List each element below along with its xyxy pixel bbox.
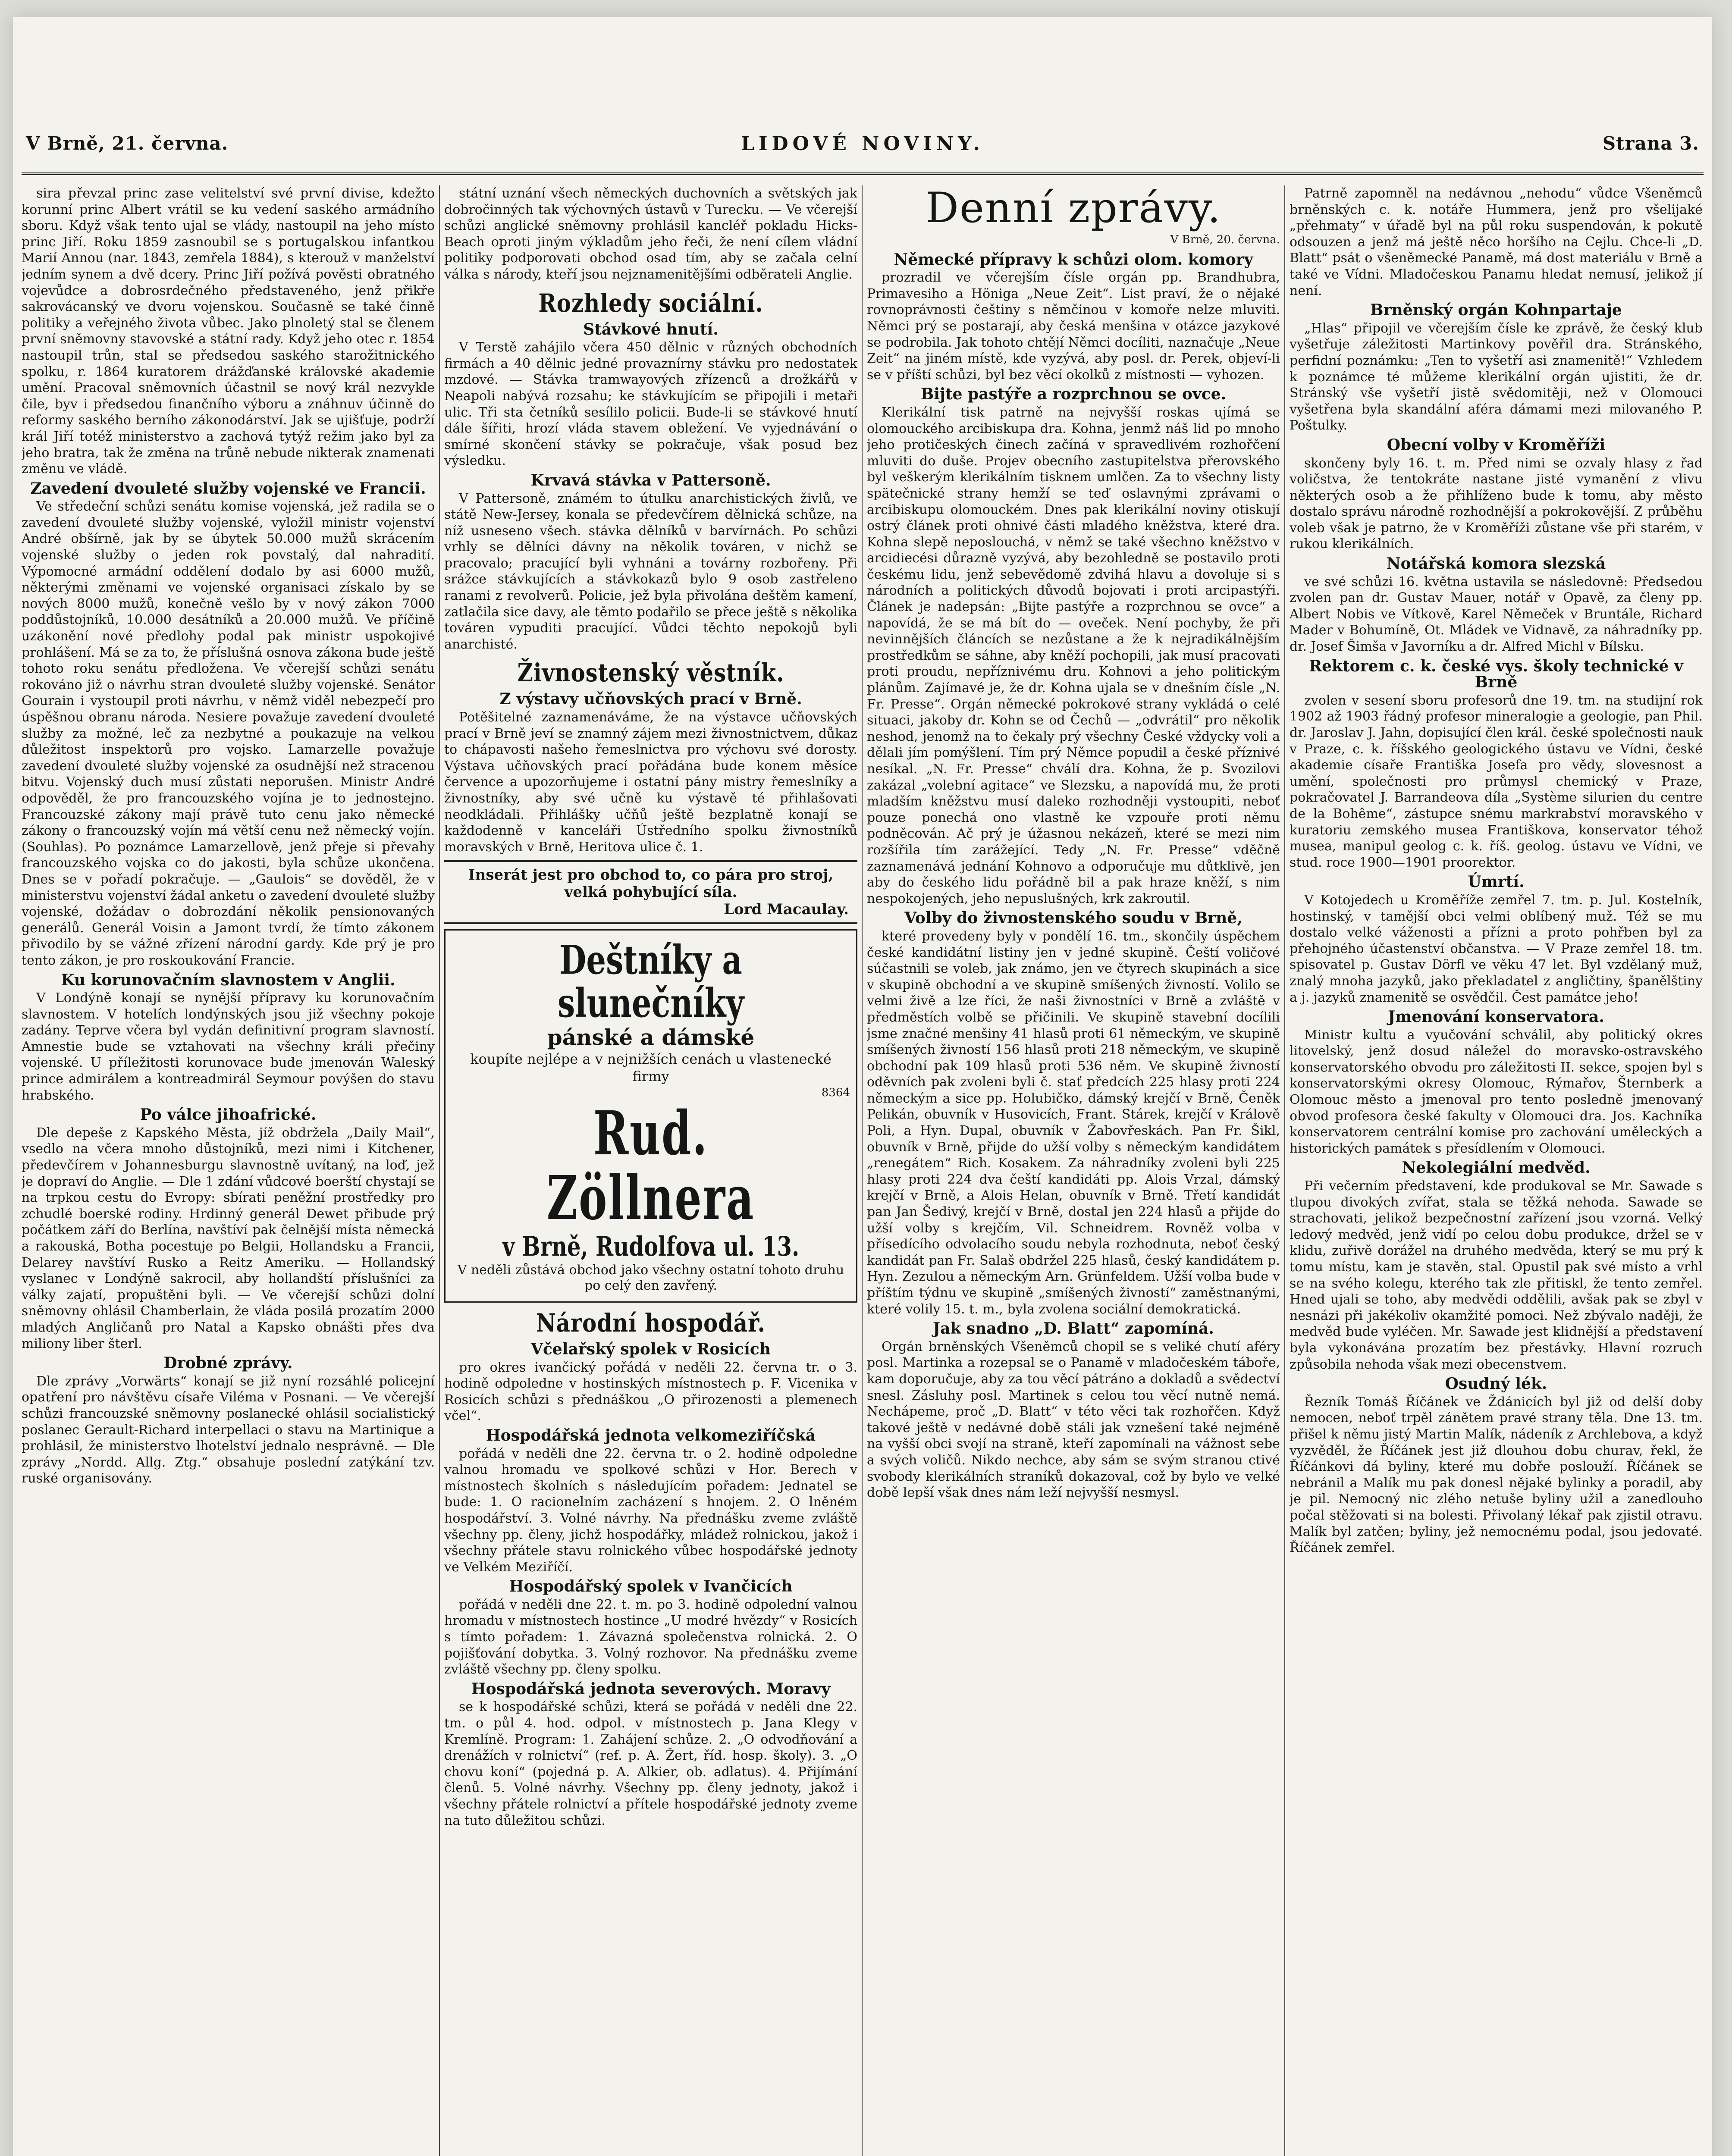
article-heading: Drobné zprávy. bbox=[163, 1354, 293, 1373]
article-text: Ve středeční schůzi senátu komise vojenská, jež radila se o zavedení dvouleté služby vojenské, vyložil ministr vojenství André obšírně, jak by se úbytek 50.000 mužů skrácením vojenské služby o jeden rok povstalý, dal nahradití. Výpomocné armádní oddělení dodalo by asi 6000 mužů, některými změnami ve vojenské organisaci získalo by se nových 8000 mužů, konečně vešlo by v nový zákon 7000 poddůstojníků, 10.000 desátníků a 20.000 mužů. Ve příčině uzákonění nové předlohy podal pak ministr uspokojivé prohlášení. Má se za to, že příslušná osnova zákona bude ještě tohoto roku senátu předložena. Ve včerejší schůzi senátu rokováno již o návrhu stran dvouleté služby vojenské. Senátor Gourain i vystoupil proti návrhu, v němž viděl nebezpečí pro úspěšnou obranu národa. Nesiere považuje zavedení dvouleté služby za možné, leč za nezbytné a poukazuje na velkou důležitost inspektorů pro vojsko. Lamarzelle považuje zavedení dvouleté služby vojenské za osudnější než stracenou bitvu. Vojenský duch musí zůstati neporušen. Ministr André odpověděl, že pro francouzského vojína je to jednostejno. Francouzské zákony mají právě tuto cenu jako německé zákony o francouzský vojín má větší cenu než německý vojín. (Souhlas). Po poznámce Lamarzellově, jenž přeje si převahy francouzského vojska co do jakosti, byla schůze ukončena. Dnes se v pořadí pokračuje. — „Gaulois“ se dověděl, že v ministerstvu vojenství žádal anketu o zavedení dvouleté služby vojenské, dožádav o dobrozdání několik pensionovaných generálů. Generál Voisin a Jamont tvrdí, že tímto zákonem přivodilo by se vážné zřízení národní gardy. Kde prý je pro tento zákon, je pro roskoukování Francie. bbox=[22, 499, 435, 968]
article-heading: Po válce jihoafrické. bbox=[140, 1106, 317, 1124]
column-divider bbox=[439, 185, 440, 2156]
page-header bbox=[22, 121, 1704, 175]
column-4 bbox=[1290, 185, 1703, 2156]
article-heading: Bijte pastýře a rozprchnou se ovce. bbox=[920, 385, 1227, 404]
article-text: prozradil ve včerejším čísle orgán pp. Brandhubra, Primavesiho a Höniga „Neue Zeit“. List praví, že o nějaké rovnoprávnosti češtiny s němčinou v komoře nelze mluviti. Němci prý se postarají, aby česká menšina v otázce jazykové se podrobila. Jak tohoto chtějí Němci docíliti, naznačuje „Neue Zeit“ na jiném místě, kde vyzývá, aby posl. dr. Perek, objeví-li se v příští schůzi, byl bez věcí okolků z místnosti — vyhozen. bbox=[867, 270, 1280, 382]
article-text: Dle zprávy „Vorwärts“ konají se již nyní rozsáhlé policejní opatření pro návštěvu císaře Viléma v Posnani. — Ve včerejší schůzi francouzské sněmovny poslanecké ohlásil socialistický poslanec Gerault-Richard interpellaci o stavu na Martinique a prohlásil, že ministerstvo lhotelství jednalo nesprávně. — Dle zprávy „Nordd. Allg. Ztg.“ obsahuje poslední zatýkání tzv. ruské organisovány. bbox=[22, 1373, 435, 1486]
column-divider bbox=[862, 185, 863, 2156]
ad-headline: Deštníky a slunečníky bbox=[557, 937, 744, 1027]
article-text: Orgán brněnských Všeněmců chopil se s veliké chutí aféry posl. Martinka a rozepsal se o Panamě v mladočeském táboře, kam doporučuje, aby za tou věcí pátráno a dokladů a svědectví snesl. Zásluhy posl. Martinek s celou tou věcí nutně nemá. Nechápeme, proč „D. Blatt“ v této věci tak rozhořčen. Když takové ještě v nedávné době stáli jak vznešení také nejméně na vyšší obci svojí na straně, kteří zapomínali na vážnost sebe a svých voličů. Nikdo nechce, aby sám se svým stranou ctivé svobody klerikálních straníků dokazoval, což by bylo ve velké době lepší však dnes nám leží nejvyšší nesmysl. bbox=[867, 1339, 1280, 1501]
ad-firm-name: Rud. Zöllnera bbox=[546, 1098, 755, 1234]
newspaper-page bbox=[13, 17, 1712, 2156]
article-heading: Nekolegiální medvěd. bbox=[1402, 1159, 1591, 1177]
article-text: pro okres ivančický pořádá v neděli 22. června tr. o 3. hodině odpoledne v hostinských místnostech p. F. Vicenika v Rosicích schůzi s přednáškou „O přirozenosti a plemenech včel“. bbox=[444, 1360, 857, 1424]
article-text: které provedeny byly v pondělí 16. tm., skončily úspěchem české kandidátní listiny jen v jedné skupině. Čeští voličové súčastnili se voleb, jak známo, jen ve čtyrech skupinách a sice v skupině obchodní a ve skupině smíšených živností. Volilo se velmi živě a lze říci, že naši živnostníci v Brně a zvláště v předměstích volbě se přičinili. Ve skupině stavební docílili jsme značné menšiny 41 hlasů proti 61 německým, ve skupině smíšených živností 156 hlasů proti 218 německým, ve skupině obchodní pak 109 hlasů proti 536 něm. Ve skupině živností oděvních pak zvoleni byli č. stať předcích 225 hlasy proti 224 německým a sice pp. Holubičko, dámský krejčí v Brně, Čeněk Pelikán, obuvník v Husovicích, Frant. Stárek, krejčí v Králově Poli, a Hyn. Dupal, obuvník v Žabovřeskách. Pan Fr. Šikl, obuvník v Brně, přijde do užší volby s německým kandidátem „renegátem“ Rich. Kosakem. Za náhradníky zvoleni byli 225 hlasy proti 224 dva čeští kandidáti pp. Alois Vrzal, dámský krejčí v Brně, a Alois Helan, obuvník v Brně. Třetí kandidát pan Jan Šedivý, krejčí v Brně, dostal jen 224 hlasů a přijde do užší volby s krejčím, Vil. Schneidrem. Rovněž volba v přísedícího odvolacího soudu nebyla rozhodnuta, neboť český kandidát pan Fr. Salaš obdržel 225 hlasů, český kandidátem p. Hyn. Zezulou a německým Arn. Grünfeldem. Užší volba bude v příštím týdnu ve skupině „smíšených živností“ zaměstnanými, které volily 15. t. m., byla zvolena sociální demokratická. bbox=[867, 928, 1280, 1317]
article-text: Dle depeše z Kapského Města, jíž obdržela „Daily Mail“, vsedlo na včera mnoho důstojníků, mezi nimi i Kitchener, předevčírem v Johannesburgu slavnostně uvítaný, na loď, jež je dopraví do Anglie. — Dle 1 zdání vůdcové boerští chystají se na trpkou cestu do Evropy: sbírati peněžní prostředky pro zchudlé boerské rodiny. Hrdinný generál Dewet přibude prý počátkem září do Berlína, navštíví pak čelnější místa německá a rakouská, Botha pocestuje po Belgii, Hollandsku a Francii, Delarey navštíví Rusko a Reitz Ameriku. — Hollandský vyslanec v Londýně sakrocil, aby hollandští příslušníci za války zajatí, propuštěni byli. — Ve včerejší schůzi dolní sněmovny ohlásil Chamberlain, že vláda posilá prozatím 2000 mladých Angličanů pro Natal a Kapsko obnášti přes dva miliony liber šterl. bbox=[22, 1125, 435, 1351]
article-text: „Hlas“ připojil ve včerejším čísle ke zprávě, že český klub vyšetřuje záležitosti Martinkovy pověřil dra. Stránského, perfidní poznámku: „Ten to vyšetří asi znamenitě!“ Vzhledem k poznámce té můžeme klerikální orgán ujistiti, že dr. Stránský vše vyšetří jistě svědomitěji, než v Olomouci vyšetřena byla skandální aféra dámami mezi milovaného P. Poštulky. bbox=[1290, 320, 1703, 433]
ad-subheadline: pánské a dámské bbox=[547, 1025, 755, 1050]
ad-address: v Brně, Rudolfova ul. 13. bbox=[502, 1230, 800, 1262]
article-text: skončeny byly 16. t. m. Před nimi se ozvaly hlasy z řad voličstva, že tentokráte nastane jisté vymanění z vlivu některých osob a že přihlíženo bude k tomu, aby město dostalo správu národně rozhodnější a pokrokovější. Z průběhu voleb však je patrno, že v Kroměříži zůstane vše při starém, v rukou klerikálních. bbox=[1290, 455, 1703, 552]
article-text: Při večerním představení, kde produkoval se Mr. Sawade s tlupou divokých zvířat, stala se těžká nehoda. Sawade se strachovati, jelikož bezpečnostní zařízení jsou vzorná. Velký ledový medvěd, jenž vidí po celou dobu produkce, držel se v klidu, zuřivě dorážel na druhého medvěda, který se mu prý k tomu místu, kam je stavěn, stal. Opustil pak své místo a vrhl se na svého kolegu, kterého tak zle přitiskl, že tento zemřel. Hned ujali se toho, aby medvědi oddělili, avšak pak se zbyl v nesnázi při jakékoliv okamžité pomoci. Než zbývalo naději, že medvěd bude vyléčen. Mr. Sawade jest klidnější a představení byla vykonávána prozatím bez přestávky. Hlavní rozruch způsobila nehoda však mezi obecenstvem. bbox=[1290, 1178, 1703, 1372]
article-heading: Jak snadno „D. Blatt“ zapomíná. bbox=[933, 1319, 1214, 1338]
advertisement bbox=[444, 929, 857, 1303]
article-heading: Zavedení dvouleté služby vojenské ve Francii. bbox=[30, 479, 426, 498]
article-text: Potěšitelné zaznamenáváme, že na výstavce učňovských prací v Brně jeví se znamný zájem mezi živnostnictvem, důkaz to chápavosti našeho řemeslnictva pro výchovu své dorosty. Výstava učňovských prací pořádána bude konem měsíce července a upozorňujeme i ostatní pány mistry řemeslníky a živnostníky, aby své učně ku výstavě té přihlašovati neodkládali. Přihlášky učňů ještě bezplatně konají se každodenně v kanceláři Ústředního spolku živnostníků moravských v Brně, Heritova ulice č. 1. bbox=[444, 710, 857, 855]
masthead: LIDOVÉ NOVINY. bbox=[741, 133, 984, 155]
article-text: zvolen v sesení sboru profesorů dne 19. tm. na studijní rok 1902 až 1903 řádný profesor mineralogie a geologie, pan Phil. dr. Jaroslav J. Jahn, dopisující člen král. české společnosti nauk v Praze, c. k. říšského geologického ústavu ve Vídni, české akademie císaře Františka Josefa pro vědy, slovesnost a umění, společnosti pro průmysl chemický v Praze, pokračovatel J. Barrandeova díla „Système silurien du centre de la Bohême“, zástupce snému markrabství moravského v kuratoriu zemského musea Františkova, konservator téhož musea, manipul geolog c. k. říš. geolog. ústavu ve Vídni, ve stud. roce 1900—1901 proorektor. bbox=[1290, 693, 1703, 870]
article-heading: Ku korunovačním slavnostem v Anglii. bbox=[61, 971, 395, 989]
article-text: sira převzal princ zase velitelství své první divise, kdežto korunní princ Albert vrátil se ku vedení saského armádního sboru. Když však tento ujal se vlády, nastoupil na jeho místo princ Jiří. Roku 1859 zasnoubil se s portugalskou infantkou Marií Annou (nar. 1843, zemřela 1884), s kterouž v manželství jedním synem a dvě dcery. Princ Jiří požívá pověsti obratného vojevůdce a dobrosrdečného představeného, jenž přikře sakrovácanský ve dvoru vojenskou. Současně se také činně politiky a veřejného života vůbec. Jako plnoletý stal se členem první sněmovny stavovské a státní rady. Když jeho otec r. 1854 nastoupil trůn, stal se předsedou saského starožitnického spolku, r. 1864 kuratorem drážďanské královské akademie umění. Pracoval sněmovních účastnil se nový král nezvykle čile, byv i předsedou finančního výboru a znáhnuv účinně do reformy saského berního zákonodárství. Jak se ujišťuje, podrží král Jiří totéž ministerstvo a zachová tytýž režim jako byl za jeho bratra, tak že změna na trůně nebude nikterak znamenati změnu ve vládě. bbox=[22, 186, 435, 477]
article-heading: Hospodářský spolek v Ivančicích bbox=[509, 1577, 793, 1596]
article-text: V Kotojedech u Kroměříže zemřel 7. tm. p. Jul. Kostelník, hostinský, v tamější obci velmi oblíbený muž. Též se mu dostalo velké váženosti a přízni a proto pohřben byl za přehojného účastenství občanstva. — V Praze zemřel 18. tm. spisovatel p. Gustav Dörfl ve věku 47 let. Byl vzdělaný muž, znalý mnoha jazyků, jako překladatel z angličtiny, španělštiny a j. jazyků znamenitě se osvědčil. Čest památce jeho! bbox=[1290, 892, 1703, 1005]
article-text: V Terstě zahájilo včera 450 dělnic v různých obchodních firmách a 40 dělnic jedné provaznírny stávku pro nedostatek mzdové. — Stávka tramwayových zřízenců a drožkářů v Neapoli nabývá rozsahu; ke stávkujícím se připojili i metaři ulic. Tři sta četníků sesílilo policii. Bude-li se stávkové hnutí dále šířiti, hrozí vláda stavem obležení. Ve vyjednávání o smírné skončení stávky se pokračuje, však posud bez výsledku. bbox=[444, 340, 857, 469]
section-title: Národní hospodář. bbox=[536, 1308, 766, 1338]
ad-number: 8364 bbox=[821, 1086, 850, 1100]
article-heading: Rektorem c. k. české vys. školy technické v Brně bbox=[1309, 657, 1683, 692]
quote-text: Inserát jest pro obchod to, co pára pro stroj, velká pohybující síla. bbox=[468, 866, 834, 901]
article-heading: Jmenování konservatora. bbox=[1388, 1008, 1604, 1026]
article-text: Řezník Tomáš Říčánek ve Ždánicích byl již od delší doby nemocen, neboť trpěl zánětem pravé strany těla. Dne 13. tm. přišel k němu jistý Martin Malík, nádeník z Archlebova, a když vyzvěděl, že Říčánek jest již dlouhou dobu churav, řekl, že Říčánkovi dá byliny, které mu dobře poslouží. Říčánek se nebránil a Malík mu pak donesl nějaké bylinky a poradil, aby je pil. Nemocný nic zlého netuše byliny užil a zanedlouho počal stěžovati si na bolesti. Přivolaný lékař pak zjistil otravu. Malík byl zatčen; byliny, jež nemocnému podal, jsou jedovaté. Říčánek zemřel. bbox=[1290, 1394, 1703, 1556]
article-heading: Obecní volby v Kroměříži bbox=[1387, 436, 1606, 454]
article-heading: Hospodářská jednota severových. Moravy bbox=[471, 1680, 831, 1698]
article-heading: Včelařský spolek v Rosicích bbox=[531, 1340, 771, 1358]
article-text: pořádá v neděli dne 22. června tr. o 2. hodině odpoledne valnou hromadu ve spolkové schůzi v Hor. Berech v místnostech školních s následujícím pořadem: Jednatel se bude: 1. O racionelním zacházení s hnojem. 2. O lněném hospodářství. 3. Volné návrhy. Na přednášku zveme zvláště všechny pp. členy, jichž hospodářky, mládež rolnickou, jakož i všechny přátele stavu rolnického vůbec hospodářské jednoty ve Velkém Meziříčí. bbox=[444, 1446, 857, 1575]
advert-quote bbox=[444, 860, 857, 924]
article-text: Patrně zapomněl na nedávnou „nehodu“ vůdce Všeněmců brněnských c. k. notáře Hummera, jenž pro všelijaké „přehmaty“ v úřadě byl na půl roku suspendován, k pokutě odsouzen a jenž má ještě něco horšího na Cejlu. Chce-li „D. Blatt“ psát o všeněmecké Panamě, má dost materiálu v Brně a také ve Vídni. Mladočeskou Panamu hledat nemusí, jelikož jí není. bbox=[1290, 186, 1703, 298]
ad-text: koupíte nejlépe a v nejnižších cenách u vlastenecké firmy bbox=[470, 1051, 831, 1085]
article-heading: Německé přípravy k schůzi olom. komory bbox=[894, 250, 1253, 269]
ad-note: V neděli zůstává obchod jako všechny ostatní tohoto druhu po celý den zavřený. bbox=[457, 1262, 844, 1293]
column-divider bbox=[1284, 185, 1285, 2156]
article-heading: Z výstavy učňovských prací v Brně. bbox=[499, 690, 802, 708]
article-text: Klerikální tisk patrně na nejvyšší roskas ujímá se olomouckého arcibiskupa dra. Kohna, jenmž náš lid po mnoho jeho protičeských činech začíná v spravedlivém rozhořčení mluviti do duše. Projev obecního zastupitelstva přerovského byl veškerým klerikálním tisknem umlčen. Za to všechny listy spätečnické strany hemží se teď oslavnými zprávami o arcibiskupu olomouckém. Dnes pak klerikální noviny otiskují ostrý článek proti ohnivé části mladého kněžstva, které dra. Kohna slepě neposlouchá, v němž se také všechno kněžstvo v arcidiecési důrazně vyzývá, aby bezohledně se postavilo proti českému lidu, jenž sebevědomě zdvihá hlavu a dovoluje si s národních a politických důvodů bojovati i proti arcipastýři. Článek je nadepsán: „Bijte pastýře a rozprchnou se ovce“ a napovídá, že se má bít do — oveček. Není pochyby, že při nevinnějších článcích se nezůstane a že k nejradikálnějším prostředkům se sáhne, aby kněží pochopili, jak musí pracovati proti proudu, nepříznivému dru. Kohnovi a jeho politickým plánům. Zajímavé je, že dr. Kohna ujala se v dnešním čísle „N. Fr. Presse“. Orgán německé pokrokové strany vykládá o celé situaci, jakoby dr. Kohn se od Čechů — „odvrátil“ pro několik neshod, jenomž na to čekaly prý všechny České vždycky voli a dělali jím pomýšlení. Tím prý Němce popudil a české příznivé nesíkal. „N. Fr. Presse“ chválí dra. Kohna, že p. Svozilovi zakázal „volební agitace“ ve Slezsku, a napovídá mu, že proti mladším kněžstvu musí daleko rozhodněji vystoupiti, neboť pouze ponechá ono vlastně ke vzpouře proti němu podněcován. Ač prý je úžasnou nekázeň, které se mezi nim rozšířila tím zarážející. Tedy „N. Fr. Presse“ vděčně zaznamenává jednání Kohnovo a odporučuje mu důtklivě, jen aby do českého lidu pořádně bil a pak hraze kněží, s nim nespokojených, jeho nepuslušných, krk zakroutil. bbox=[867, 404, 1280, 906]
quote-author: Lord Macaulay. bbox=[724, 901, 849, 918]
article-heading: Úmrtí. bbox=[1468, 873, 1525, 891]
article-text: V Londýně konají se nynější přípravy ku korunovačním slavnostem. V hotelích londýnských jsou již všechny pokoje zadány. Teprve včera byl vydán definitivní program slavností. Amnestie bude se vztahovati na všechny králi přečiny vojenské. U příležitosti korunovace bude jmenován Waleský prince admirálem a kontreadmirál Seymour povýšen do stavu hrabského. bbox=[22, 990, 435, 1103]
section-title: Živnostenský věstník. bbox=[517, 658, 784, 688]
section-title: Rozhledy sociální. bbox=[538, 288, 763, 318]
article-heading: Notářská komora slezská bbox=[1386, 555, 1606, 573]
article-heading: Stávkové hnutí. bbox=[583, 320, 719, 338]
column-2 bbox=[444, 185, 857, 2156]
article-heading: Krvavá stávka v Pattersoně. bbox=[530, 471, 771, 489]
page-number: Strana 3. bbox=[1602, 133, 1699, 154]
header-place-date: V Brně, 21. června. bbox=[26, 133, 229, 154]
article-heading: Volby do živnostenského soudu v Brně, bbox=[904, 909, 1243, 928]
section-title: Denní zprávy. bbox=[925, 185, 1222, 232]
columns bbox=[22, 185, 1704, 2156]
article-text: se k hospodářské schůzi, která se pořádá v neděli dne 22. tm. o půl 4. hod. odpol. v místnostech p. Jana Klegy v Kremlíně. Program: 1. Zahájení schůze. 2. „O odvodňování a drenážích v rolnictví“ (ref. p. A. Žert, říd. hosp. školy). 3. „O chovu koní“ (pojedná p. A. Alkier, ob. adlatus). 4. Přijímání členů. 5. Volné návrhy. Všechny pp. členy jednoty, jakož i všechny přátele rolnictví a přítele hospodářské jednoty zveme na tuto důležitou schůzi. bbox=[444, 1699, 857, 1828]
article-text: pořádá v neděli dne 22. t. m. po 3. hodině odpolední valnou hromadu v místnostech hostince „U modré hvězdy“ v Rosicích s tímto pořadem: 1. Závazná společenstva rolnická. 2. O pojišťování dobytka. 3. Volný rozhovor. Na přednášku zveme zvláště všechny pp. členy spolku. bbox=[444, 1597, 857, 1677]
article-text: V Pattersoně, známém to útulku anarchistických živlů, ve státě New-Jersey, konala se předevčírem dělnická schůze, na níž usneseno všech. stávka dělníků v barvírnách. Po schůzi vrhly se dělníci dávny na několik továren, v nichž se pracovalo; pracující byli vyhnáni a továrny rozbořeny. Při srážce stávkujících a stávkokazů bylo 9 osob zastřeleno ranami z revolverů. Policie, jež byla přivolána deštěm kamení, zatlačila sice davy, ale těmto podařilo se přece ještě s několika továren vypuditi pracující. Vůdci těchto nepokojů byli anarchisté. bbox=[444, 491, 857, 652]
article-heading: Brněnský orgán Kohnpartaje bbox=[1370, 301, 1622, 320]
dateline: V Brně, 20. června. bbox=[1170, 233, 1280, 246]
column-1 bbox=[22, 185, 435, 2156]
article-heading: Hospodářská jednota velkomeziříčská bbox=[486, 1426, 816, 1445]
article-text: Ministr kultu a vyučování schválil, aby politický okres litovelský, jenž dosud náležel do moravsko-ostravského konservatorského obvodu pro záležitosti II. sekce, spojen byl s konservatorskými okresy Olomouc, Rýmařov, Šternberk a Olomouc město a jmenoval pro tento posledně jmenovaný obvod profesora české fakulty v Olomouci dra. Jos. Kachníka konservatorem centrální komise pro zachování uměleckých a historických památek s přesídlením v Olomouci. bbox=[1290, 1027, 1703, 1156]
article-heading: Osudný lék. bbox=[1445, 1375, 1547, 1393]
article-text: státní uznání všech německých duchovních a světských jak dobročinných tak výchovných ústavů v Turecku. — Ve včerejší schůzi anglické sněmovny prohlásil kancléř pokladu Hicks-Beach oproti jiným výkladům jeho řeči, že není cílem vládní politiky podporovati obchod osad tím, aby se začala celní válka s národy, kteří jsou nejznamenitějšími odběrateli Anglie. bbox=[444, 186, 857, 282]
column-3 bbox=[867, 185, 1280, 2156]
article-text: ve své schůzi 16. května ustavila se následovně: Předsedou zvolen pan dr. Gustav Mauer, notář v Opavě, za členy pp. Albert Nobis ve Vítkově, Karel Němeček v Bruntále, Richard Mader v Bohumíně, Ot. Mládek ve Vidnavě, za náhradníky pp. dr. Josef Šimša v Javorníku a dr. Alfred Michl v Bílsku. bbox=[1290, 574, 1703, 655]
